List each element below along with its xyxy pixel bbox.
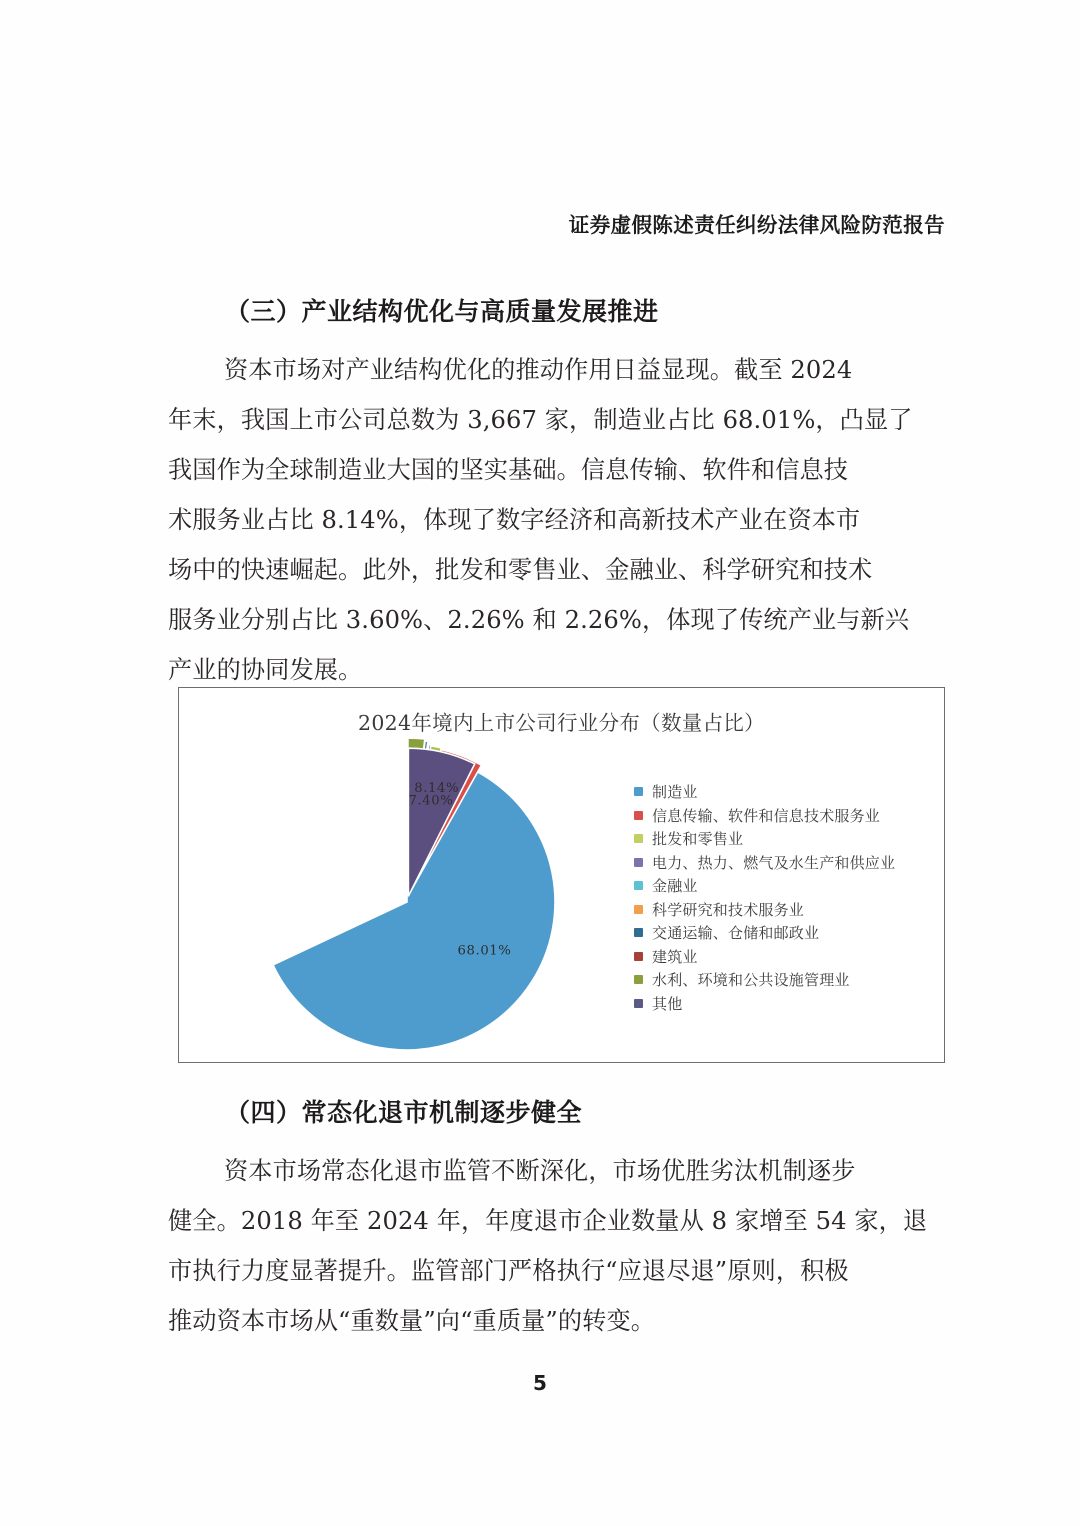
chart-legend xyxy=(634,780,934,1015)
paragraph-line xyxy=(168,495,943,545)
legend-color-swatch xyxy=(634,787,643,796)
paragraph-line xyxy=(168,1146,943,1196)
legend-color-swatch xyxy=(634,999,643,1008)
legend-color-swatch xyxy=(634,975,643,984)
legend-item-label: 建筑业 xyxy=(652,947,698,966)
legend-color-swatch xyxy=(634,858,643,867)
chart-container xyxy=(178,687,945,1063)
legend-item-label: 电力、热力、燃气及水生产和供应业 xyxy=(652,853,896,872)
legend-item xyxy=(634,898,934,922)
legend-item-label: 制造业 xyxy=(652,783,698,802)
page-number: 5 xyxy=(533,1371,547,1395)
paragraph-line xyxy=(168,595,943,645)
paragraph-delisting-mechanism xyxy=(168,1146,943,1346)
paragraph-line xyxy=(168,445,943,495)
legend-item-label: 科学研究和技术服务业 xyxy=(652,900,805,919)
legend-item xyxy=(634,851,934,875)
pie-chart xyxy=(187,730,627,1056)
section-heading-four: （四）常态化退市机制逐步健全 xyxy=(225,1098,583,1127)
legend-item xyxy=(634,921,934,945)
paragraph-industry-structure xyxy=(168,345,943,695)
legend-item xyxy=(634,874,934,898)
paragraph-line xyxy=(168,1246,943,1296)
paragraph-line-text: 资本市场对产业结构优化的推动作用日益显现。截至 2024 xyxy=(224,356,853,384)
legend-item xyxy=(634,945,934,969)
legend-color-swatch xyxy=(634,905,643,914)
legend-item-label: 信息传输、软件和信息技术服务业 xyxy=(652,806,881,825)
paragraph-line: 产业的协同发展。 xyxy=(168,656,363,684)
paragraph-line-text: 资本市场常态化退市监管不断深化，市场优胜劣汰机制逐步 xyxy=(224,1157,856,1185)
legend-color-swatch xyxy=(634,834,643,843)
paragraph-line xyxy=(168,395,943,445)
pie-slice-label: 8.14% xyxy=(414,780,460,796)
legend-item xyxy=(634,780,934,804)
paragraph-line-text: 市执行力度显著提升。监管部门严格执行“应退尽退”原则，积极 xyxy=(168,1257,849,1285)
running-header: 证券虚假陈述责任纠纷法律风险防范报告 xyxy=(568,213,945,237)
pie-slice-label: 7.40% xyxy=(408,793,454,809)
legend-item-label: 其他 xyxy=(652,994,683,1013)
section-heading-three: （三）产业结构优化与高质量发展推进 xyxy=(225,297,659,326)
legend-color-swatch xyxy=(634,952,643,961)
legend-item-label: 金融业 xyxy=(652,877,698,896)
legend-item xyxy=(634,968,934,992)
paragraph-line xyxy=(168,345,943,395)
chart-title: 2024年境内上市公司行业分布（数量占比） xyxy=(358,711,765,735)
legend-item xyxy=(634,804,934,828)
paragraph-line xyxy=(168,1196,943,1246)
paragraph-line-text: 健全。2018 年至 2024 年，年度退市企业数量从 8 家增至 54 家，退 xyxy=(168,1207,928,1235)
paragraph-line-text: 术服务业占比 8.14%，体现了数字经济和高新技术产业在资本市 xyxy=(168,506,861,534)
paragraph-line-text: 服务业分别占比 3.60%、2.26% 和 2.26%，体现了传统产业与新兴 xyxy=(168,606,910,634)
paragraph-line-text: 我国作为全球制造业大国的坚实基础。信息传输、软件和信息技 xyxy=(168,456,849,484)
pie-chart-svg xyxy=(187,730,627,1056)
legend-item-label: 交通运输、仓储和邮政业 xyxy=(652,924,820,943)
legend-color-swatch xyxy=(634,928,643,937)
paragraph-line xyxy=(168,545,943,595)
paragraph-line-text: 年末，我国上市公司总数为 3,667 家，制造业占比 68.01%，凸显了 xyxy=(168,406,913,434)
legend-color-swatch xyxy=(634,811,643,820)
pie-slice-label: 68.01% xyxy=(457,943,512,959)
legend-color-swatch xyxy=(634,881,643,890)
paragraph-line: 推动资本市场从“重数量”向“重质量”的转变。 xyxy=(168,1307,656,1335)
paragraph-line-text: 场中的快速崛起。此外，批发和零售业、金融业、科学研究和技术 xyxy=(168,556,873,584)
legend-item-label: 批发和零售业 xyxy=(652,830,744,849)
legend-item xyxy=(634,827,934,851)
legend-item-label: 水利、环境和公共设施管理业 xyxy=(652,971,850,990)
legend-item xyxy=(634,992,934,1016)
